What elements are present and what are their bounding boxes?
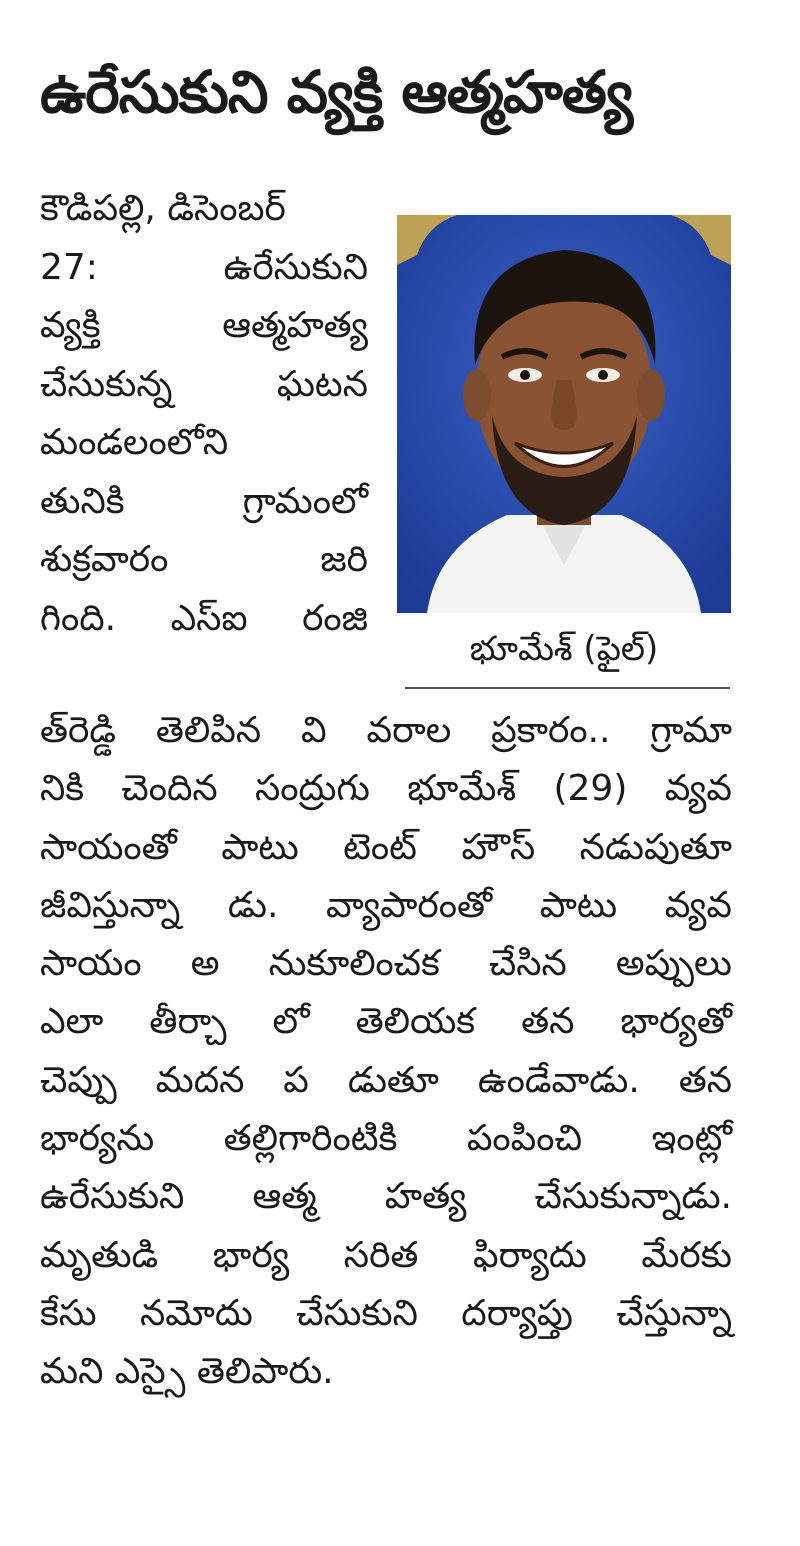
portrait-image [397, 215, 731, 613]
body-line: ఉరేసుకుని ఆత్మ హత్య చేసుకున్నాడు. [40, 1176, 732, 1218]
body-column [40, 702, 732, 1402]
body-line: మండలంలోని [40, 422, 229, 463]
portrait-photo [397, 215, 731, 613]
headline: ఉరేసుకుని వ్యక్తి ఆత్మహత్య [40, 58, 633, 126]
body-line: భార్యను తల్లిగారింటికి పంపించి ఇంట్లో [40, 1118, 732, 1160]
body-line: మృతుడి భార్య సరిత ఫిర్యాదు మేరకు [40, 1234, 732, 1276]
body-line: నికి చెందిన సంద్రుగు భూమేశ్ (29) వ్యవ [40, 768, 732, 810]
body-line: వ్యక్తి ఆత్మహత్య [40, 305, 368, 346]
body-line: సాయం అ నుకూలించక చేసిన అప్పులు [40, 943, 732, 985]
caption-divider [405, 687, 730, 689]
body-line: మని ఎస్సై తెలిపారు. [40, 1351, 334, 1393]
body-line: 27: ఉరేసుకుని [40, 246, 368, 288]
intro-column [40, 180, 368, 648]
body-line: గింది. ఎస్ఐ రంజి [40, 597, 368, 639]
photo-caption: భూమేశ్ (ఫైల్) [469, 629, 659, 669]
body-line: చేసుకున్న ఘటన [40, 363, 368, 405]
body-line: ఎలా తీర్చా లో తెలియక తన భార్యతో [40, 1001, 732, 1043]
body-line: చెప్పు మదన ప డుతూ ఉండేవాడు. తన [40, 1059, 732, 1101]
body-line: త్‌రెడ్డి తెలిపిన వి వరాల ప్రకారం.. గ్రామా [40, 710, 732, 751]
body-line: కౌడిపల్లి, డిసెంబర్ [40, 188, 286, 229]
body-line: జీవిస్తున్నా డు. వ్యాపారంతో పాటు వ్యవ [40, 884, 732, 926]
body-line: శుక్రవారం జరి [40, 539, 368, 580]
body-line: కేసు నమోదు చేసుకుని దర్యాప్తు చేస్తున్నా [40, 1292, 732, 1334]
body-line: సాయంతో పాటు టెంట్ హౌస్ నడుపుతూ [40, 826, 732, 868]
body-line: తునికి గ్రామంలో [40, 480, 368, 522]
